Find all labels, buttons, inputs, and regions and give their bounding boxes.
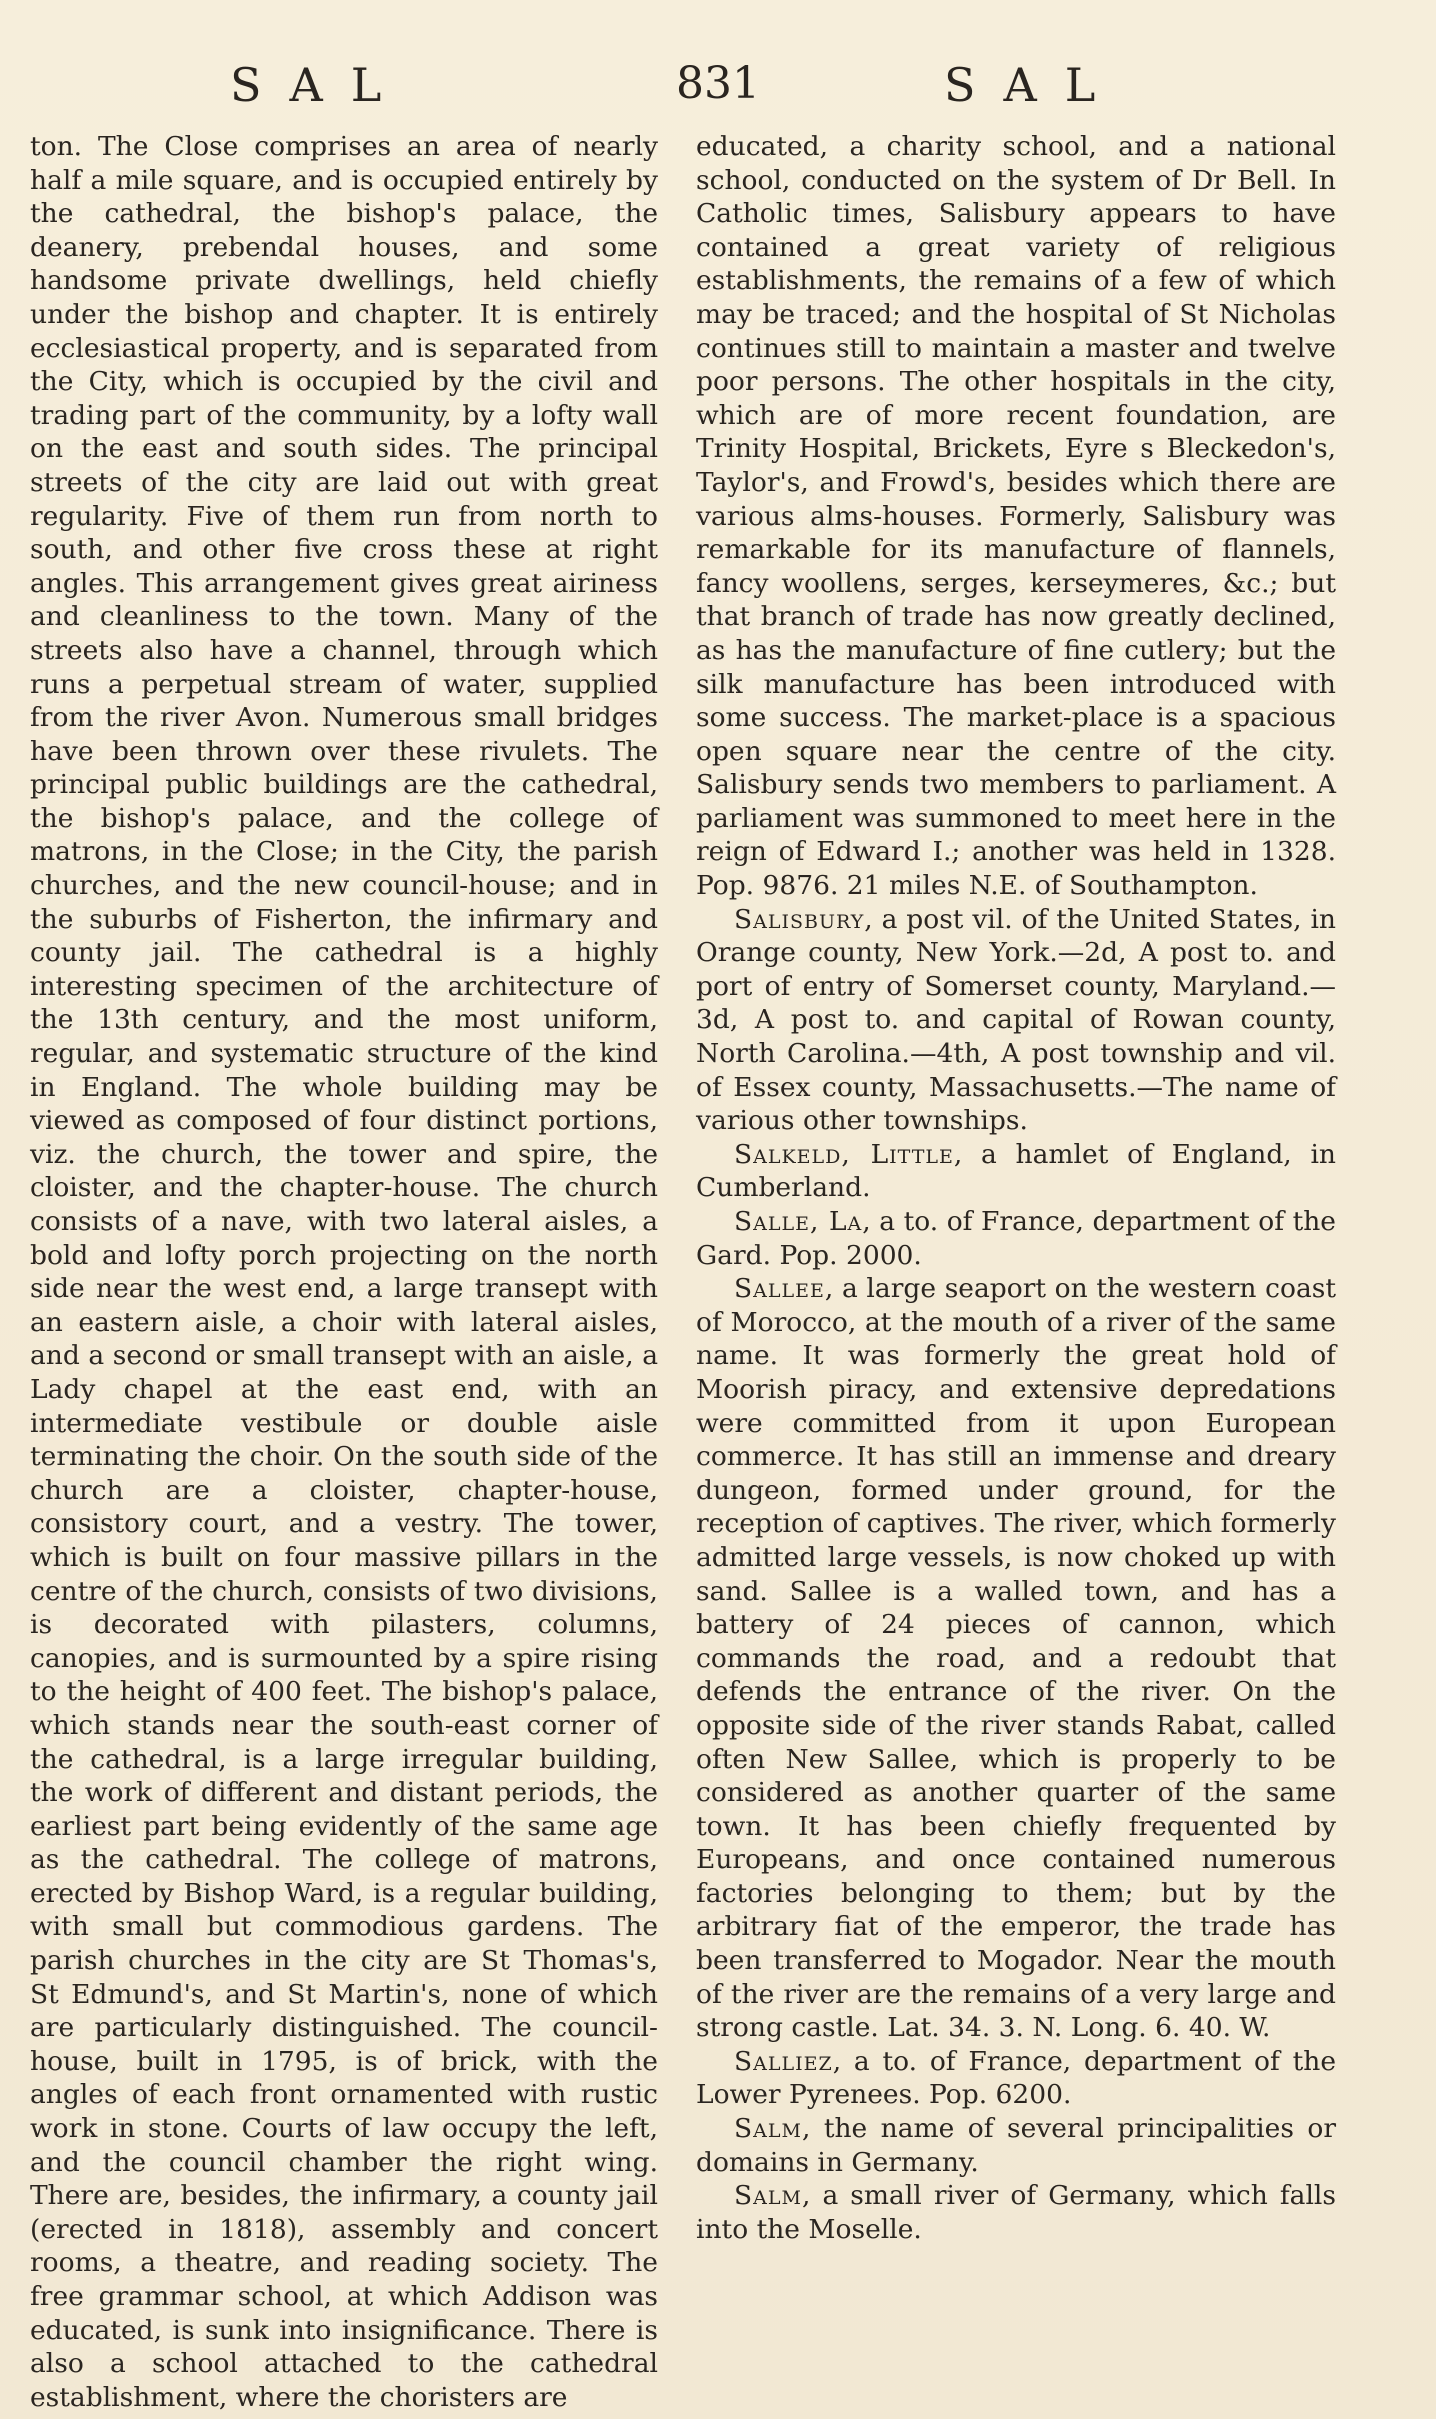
left-column (30, 130, 658, 2414)
running-head (0, 58, 1436, 128)
entry-salkeld-little (696, 1138, 1336, 1205)
entry-body: , a large seaport on the western coast of Morocco, at the mouth of a river of the same name. It was formerly the great hold of Moorish piracy, and extensive depredations were committed from it upon European commerce. It has still an immense and dreary dungeon, formed under ground, for the reception of captives. The river, which formerly admitted large vessels, is now choked up with sand. Sallee is a walled town, and has a battery of 24 pieces of cannon, which commands the road, and a redoubt that defends the entrance of the river. On the opposite side of the river stands Rabat, called often New Sallee, which is properly to be considered as another quarter of the same town. It has been chiefly frequented by Europeans, and once contained numerous factories belonging to them; but by the arbitrary fiat of the emperor, the trade has been transferred to Mogador. Near the mouth of the river are the remains of a very large and strong castle. Lat. 34. 3. N. Long. 6. 40. W. (696, 1273, 1336, 2044)
entry-headword: Salliez (734, 2045, 833, 2077)
entry-body: , the name of several principalities or domains in Germany. (696, 2113, 1336, 2178)
right-column-continuation: educated, a charity school, and a national school, conducted on the system of Dr Bell. In Catholic times, Salisbury appears to have contained a great variety of religious establishments, the remains of a few of which may be traced; and the hospital of St Nicholas continues still to maintain a master and twelve poor persons. The other hospitals in the city, which are of more recent foundation, are Trinity Hospital, Brickets, Eyre s Bleckedon's, Taylor's, and Frowd's, besides which there are various alms-houses. Formerly, Salisbury was remarkable for its manufacture of flannels, fancy woollens, serges, kerseymeres, &c.; but that branch of trade has now greatly declined, as has the manufacture of fine cutlery; but the silk manufacture has been introduced with some success. The market-place is a spacious open square near the centre of the city. Salisbury sends two members to parliament. A parliament was summoned to meet here in the reign of Edward I.; another was held in 1328. Pop. 9876. 21 miles N.E. of Southampton. (696, 131, 1336, 902)
entry-headword: Salisbury (734, 903, 865, 935)
entry-salliez (696, 2045, 1336, 2112)
running-head-left: SAL (230, 58, 410, 112)
page-number: 831 (676, 58, 760, 109)
entry-headword: Sallee (734, 1273, 825, 1305)
right-column (696, 130, 1336, 2246)
entry-body: , a post vil. of the United States, in Orange county, New York.—2d, A post to. and port of entry of Somerset county, Maryland.—3d, A post to. and capital of Rowan county, North Carolina.—4th, A post township and vil. of Essex county, Massachusetts.—The name of various other townships. (696, 903, 1336, 1137)
entry-salm-river (696, 2179, 1336, 2246)
entry-sallee (696, 1272, 1336, 2045)
entry-headword: Salm (734, 2180, 802, 2212)
entry-headword: Salm (734, 2113, 802, 2145)
entry-headword: Salkeld, Little (734, 1138, 954, 1170)
left-column-text: ton. The Close comprises an area of nearly half a mile square, and is occupied entirely by the cathedral, the bishop's palace, the deanery, prebendal houses, and some handsome private dwellings, held chiefly under the bishop and chapter. It is entirely ecclesiastical property, and is separated from the City, which is occupied by the civil and trading part of the community, by a lofty wall on the east and south sides. The principal streets of the city are laid out with great regularity. Five of them run from north to south, and other five cross these at right angles. This arrangement gives great airiness and cleanliness to the town. Many of the streets also have a channel, through which runs a perpetual stream of water, supplied from the river Avon. Numerous small bridges have been thrown over these rivulets. The principal public buildings are the cathedral, the bishop's palace, and the college of matrons, in the Close; in the City, the parish churches, and the new council-house; and in the suburbs of Fisherton, the infirmary and county jail. The cathedral is a highly interesting specimen of the architecture of the 13th century, and the most uniform, regular, and systematic structure of the kind in England. The whole building may be viewed as composed of four distinct portions, viz. the church, the tower and spire, the cloister, and the chapter-house. The church consists of a nave, with two lateral aisles, a bold and lofty porch projecting on the north side near the west end, a large transept with an eastern aisle, a choir with lateral aisles, and a second or small transept with an aisle, a Lady chapel at the east end, with an intermediate vestibule or double aisle terminating the choir. On the south side of the church are a cloister, chapter-house, consistory court, and a vestry. The tower, which is built on four massive pillars in the centre of the church, consists of two divisions, is decorated with pilasters, columns, canopies, and is surmounted by a spire rising to the height of 400 feet. The bishop's palace, which stands near the south-east corner of the cathedral, is a large irregular building, the work of different and distant periods, the earliest part being evidently of the same age as the cathedral. The college of matrons, erected by Bishop Ward, is a regular building, with small but commodious gardens. The parish churches in the city are St Thomas's, St Edmund's, and St Martin's, none of which are particularly distinguished. The council-house, built in 1795, is of brick, with the angles of each front ornamented with rustic work in stone. Courts of law occupy the left, and the council chamber the right wing. There are, besides, the infirmary, a county jail (erected in 1818), assembly and concert rooms, a theatre, and reading society. The free grammar school, at which Addison was educated, is sunk into insignificance. There is also a school attached to the cathedral establishment, where the choristers are (30, 131, 658, 2413)
entry-body: , a to. of France, department of the Gard. Pop. 2000. (696, 1206, 1336, 1271)
entry-salisbury (696, 903, 1336, 1138)
entry-salle-la (696, 1205, 1336, 1272)
running-head-right: SAL (944, 58, 1124, 112)
entry-body: , a hamlet of England, in Cumberland. (696, 1138, 1336, 1204)
entry-salm-principalities (696, 2112, 1336, 2179)
entry-body: , a to. of France, department of the Lower Pyrenees. Pop. 6200. (696, 2045, 1336, 2111)
entry-headword: Salle, La (734, 1206, 863, 1237)
entry-body: , a small river of Germany, which falls into the Moselle. (696, 2180, 1336, 2245)
